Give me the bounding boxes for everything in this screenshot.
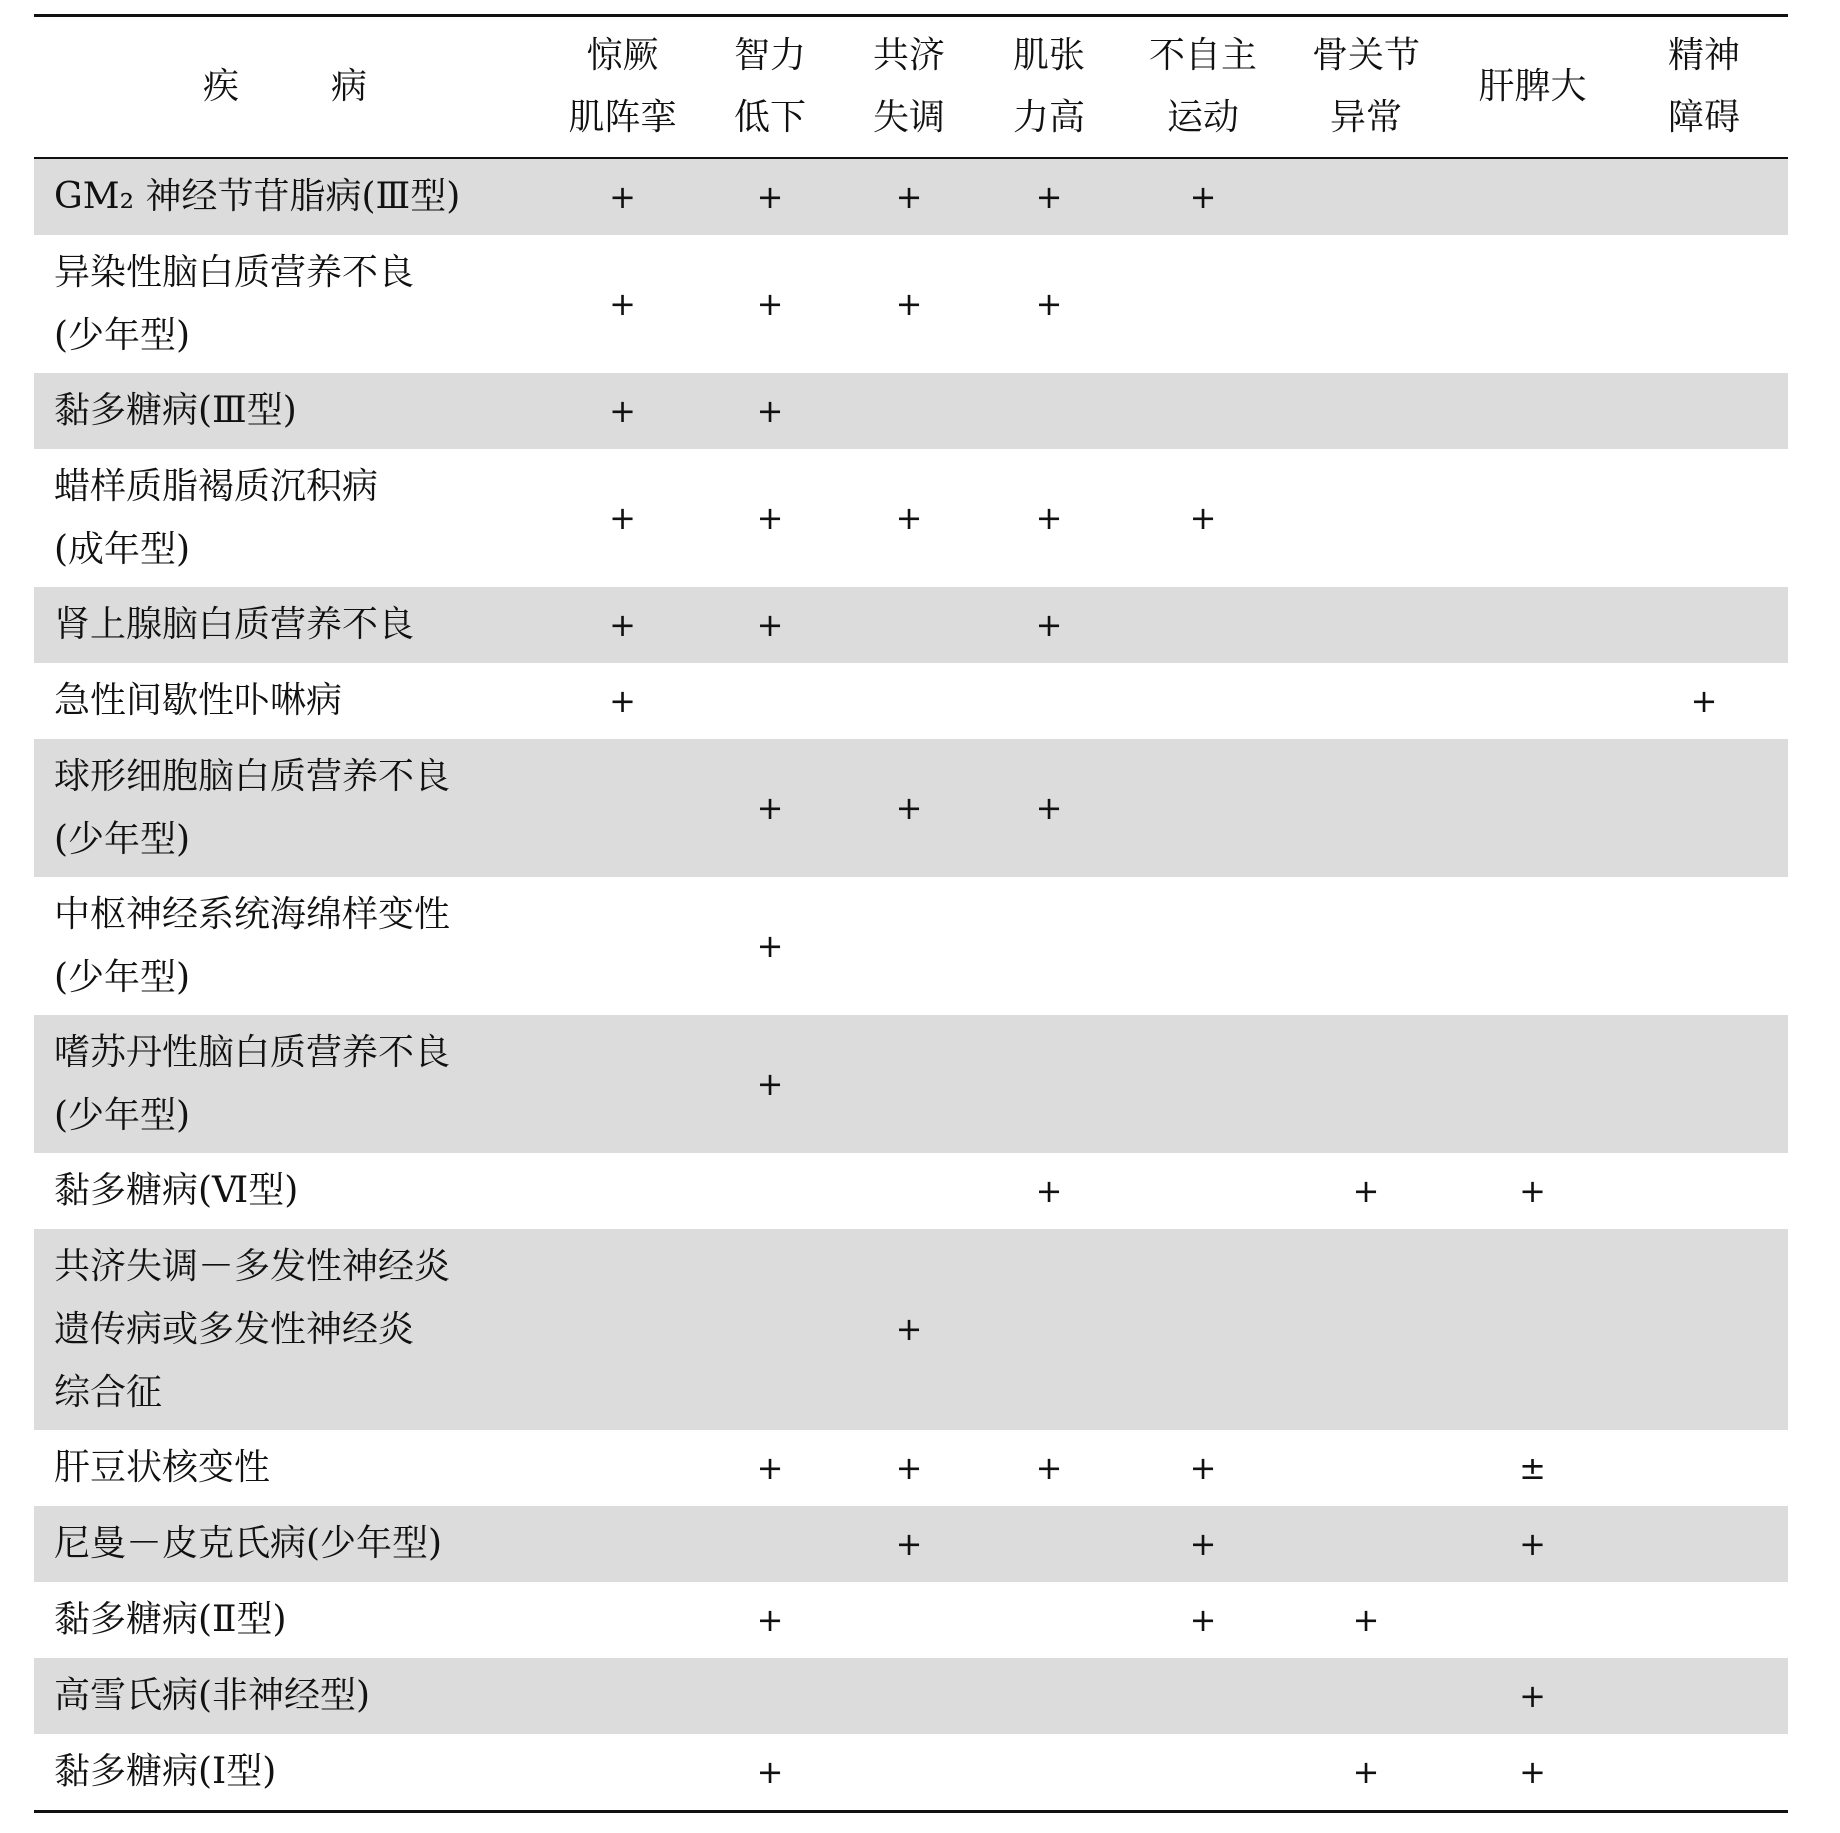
- symptom-cell-ataxia: [839, 1015, 979, 1153]
- symptom-cell-intellectual-disability: [701, 1153, 839, 1229]
- symptom-cell-involuntary-movement: [1119, 449, 1287, 587]
- symptom-mark: +: [1189, 498, 1217, 537]
- symptom-cell-hepatosplenomegaly: [1445, 1506, 1620, 1582]
- symptom-cell-involuntary-movement: [1119, 587, 1287, 663]
- symptom-cell-psychiatric-disorder: [1620, 235, 1788, 373]
- disease-name-line: 嗜苏丹性脑白质营养不良: [54, 1031, 451, 1073]
- disease-name-line: 异染性脑白质营养不良: [54, 251, 415, 293]
- symptom-cell-intellectual-disability: [701, 1229, 839, 1430]
- symptom-mark: +: [609, 177, 636, 216]
- symptom-cell-hypertonia: [979, 1734, 1119, 1812]
- symptom-cell-bone-joint-abnormality: [1287, 1229, 1445, 1430]
- symptom-cell-hypertonia: [979, 373, 1119, 449]
- disease-name-cell: [34, 877, 544, 1015]
- table-row: [34, 158, 1788, 235]
- symptom-cell-involuntary-movement: [1119, 158, 1287, 235]
- symptom-cell-involuntary-movement: [1119, 235, 1287, 373]
- symptom-mark: +: [609, 605, 636, 644]
- symptom-cell-intellectual-disability: [701, 449, 839, 587]
- disease-name-cell: [34, 1582, 544, 1658]
- column-header-line: 异常: [1329, 96, 1402, 138]
- disease-name-line: (少年型): [54, 818, 191, 860]
- table-row: [34, 235, 1788, 373]
- disease-name-line: (少年型): [54, 314, 191, 356]
- symptom-cell-intellectual-disability: [701, 1506, 839, 1582]
- symptom-cell-psychiatric-disorder: [1620, 877, 1788, 1015]
- symptom-cell-involuntary-movement: [1119, 1734, 1287, 1812]
- column-header-line: 力高: [1012, 96, 1085, 138]
- symptom-cell-psychiatric-disorder: [1620, 663, 1788, 739]
- symptom-cell-involuntary-movement: [1119, 877, 1287, 1015]
- disease-name-cell: [34, 1658, 544, 1734]
- symptom-mark: +: [1189, 1524, 1217, 1563]
- table-row: [34, 373, 1788, 449]
- symptom-cell-hypertonia: [979, 449, 1119, 587]
- symptom-mark: +: [756, 1600, 784, 1639]
- symptom-cell-psychiatric-disorder: [1620, 1506, 1788, 1582]
- symptom-cell-hepatosplenomegaly: [1445, 587, 1620, 663]
- symptom-mark: +: [895, 1310, 923, 1348]
- symptom-cell-bone-joint-abnormality: [1287, 1658, 1445, 1734]
- disease-name-cell: [34, 1430, 544, 1506]
- symptom-cell-hepatosplenomegaly: [1445, 1229, 1620, 1430]
- symptom-cell-intellectual-disability: [701, 158, 839, 235]
- symptom-cell-ataxia: [839, 663, 979, 739]
- symptom-mark: +: [1189, 177, 1217, 216]
- disease-name-line: 黏多糖病(Ⅰ型): [54, 1751, 277, 1792]
- symptom-mark: +: [756, 1064, 784, 1103]
- column-header-ataxia: [839, 16, 979, 158]
- symptom-mark: +: [1352, 1752, 1380, 1791]
- symptom-cell-intellectual-disability: [701, 739, 839, 877]
- symptom-cell-ataxia: [839, 373, 979, 449]
- symptom-mark: +: [756, 926, 784, 965]
- symptom-mark: +: [756, 788, 784, 827]
- disease-name-line: 肝豆状核变性: [54, 1447, 271, 1488]
- disease-name-line: 黏多糖病(Ⅲ型): [54, 390, 297, 431]
- symptom-cell-bone-joint-abnormality: [1287, 1015, 1445, 1153]
- symptom-cell-involuntary-movement: [1119, 373, 1287, 449]
- symptom-cell-ataxia: [839, 1153, 979, 1229]
- symptom-cell-intellectual-disability: [701, 587, 839, 663]
- symptom-cell-hypertonia: [979, 1506, 1119, 1582]
- disease-name-line: 黏多糖病(Ⅱ型): [54, 1599, 287, 1640]
- disease-symptom-table: [34, 14, 1788, 1813]
- symptom-mark: +: [756, 1448, 784, 1487]
- symptom-cell-hypertonia: [979, 1229, 1119, 1430]
- symptom-cell-hypertonia: [979, 1582, 1119, 1658]
- column-header-line: 精神: [1667, 34, 1740, 76]
- column-header-intellectual-disability: [701, 16, 839, 158]
- symptom-cell-involuntary-movement: [1119, 1658, 1287, 1734]
- symptom-cell-psychiatric-disorder: [1620, 1734, 1788, 1812]
- symptom-cell-hypertonia: [979, 1015, 1119, 1153]
- disease-name-line: 蜡样质脂褐质沉积病: [54, 465, 379, 507]
- disease-name-cell: [34, 663, 544, 739]
- symptom-cell-involuntary-movement: [1119, 1229, 1287, 1430]
- symptom-cell-hepatosplenomegaly: [1445, 235, 1620, 373]
- symptom-cell-ataxia: [839, 1430, 979, 1506]
- symptom-cell-bone-joint-abnormality: [1287, 1582, 1445, 1658]
- symptom-cell-intellectual-disability: [701, 1430, 839, 1506]
- symptom-cell-seizure-myoclonus: [544, 877, 701, 1015]
- symptom-cell-involuntary-movement: [1119, 1430, 1287, 1506]
- symptom-cell-involuntary-movement: [1119, 1506, 1287, 1582]
- table-row: [34, 663, 1788, 739]
- column-header-line: 失调: [872, 96, 945, 138]
- column-header-line: 惊厥: [586, 34, 659, 76]
- symptom-cell-bone-joint-abnormality: [1287, 235, 1445, 373]
- table-row: [34, 877, 1788, 1015]
- symptom-cell-psychiatric-disorder: [1620, 158, 1788, 235]
- symptom-cell-seizure-myoclonus: [544, 587, 701, 663]
- disease-name-line: 遗传病或多发性神经炎: [54, 1308, 415, 1350]
- symptom-cell-seizure-myoclonus: [544, 1506, 701, 1582]
- symptom-cell-hepatosplenomegaly: [1445, 449, 1620, 587]
- column-header-line: 低下: [733, 96, 806, 138]
- disease-name-line: (成年型): [54, 528, 191, 570]
- symptom-mark: +: [895, 284, 923, 323]
- column-header-line: 共济: [872, 34, 945, 76]
- symptom-cell-hepatosplenomegaly: [1445, 877, 1620, 1015]
- symptom-cell-psychiatric-disorder: [1620, 1015, 1788, 1153]
- symptom-mark: +: [756, 605, 784, 644]
- column-header-line: 骨关节: [1311, 34, 1420, 76]
- symptom-mark: +: [1035, 1448, 1063, 1487]
- disease-name-line: (少年型): [54, 1094, 191, 1136]
- symptom-cell-hypertonia: [979, 663, 1119, 739]
- column-header-line: 障碍: [1667, 96, 1740, 138]
- table-row: [34, 449, 1788, 587]
- symptom-cell-intellectual-disability: [701, 1658, 839, 1734]
- symptom-cell-hepatosplenomegaly: [1445, 1430, 1620, 1506]
- symptom-cell-involuntary-movement: [1119, 1582, 1287, 1658]
- symptom-cell-hypertonia: [979, 587, 1119, 663]
- symptom-mark: +: [1352, 1171, 1380, 1210]
- disease-name-cell: [34, 739, 544, 877]
- symptom-cell-bone-joint-abnormality: [1287, 1506, 1445, 1582]
- table-row: [34, 739, 1788, 877]
- symptom-mark: +: [895, 788, 923, 827]
- symptom-cell-ataxia: [839, 1506, 979, 1582]
- symptom-mark: +: [1690, 681, 1718, 720]
- symptom-cell-seizure-myoclonus: [544, 158, 701, 235]
- symptom-cell-psychiatric-disorder: [1620, 373, 1788, 449]
- symptom-cell-seizure-myoclonus: [544, 663, 701, 739]
- symptom-mark: +: [609, 681, 636, 720]
- symptom-cell-ataxia: [839, 1229, 979, 1430]
- table-row: [34, 1658, 1788, 1734]
- symptom-mark: +: [756, 177, 784, 216]
- disease-symptom-table-container: [34, 14, 1788, 1813]
- symptom-cell-hepatosplenomegaly: [1445, 739, 1620, 877]
- symptom-cell-hypertonia: [979, 1430, 1119, 1506]
- disease-name-cell: [34, 1506, 544, 1582]
- disease-name-line: 综合征: [54, 1371, 163, 1413]
- table-row: [34, 1582, 1788, 1658]
- symptom-mark: +: [756, 391, 784, 430]
- symptom-cell-bone-joint-abnormality: [1287, 739, 1445, 877]
- symptom-mark: +: [1519, 1752, 1546, 1791]
- disease-name-line: 中枢神经系统海绵样变性: [54, 893, 451, 935]
- symptom-cell-bone-joint-abnormality: [1287, 1734, 1445, 1812]
- symptom-cell-bone-joint-abnormality: [1287, 373, 1445, 449]
- disease-name-cell: [34, 373, 544, 449]
- disease-name-line: 尼曼－皮克氏病(少年型): [54, 1523, 443, 1564]
- disease-name-cell: [34, 1734, 544, 1812]
- symptom-cell-bone-joint-abnormality: [1287, 1430, 1445, 1506]
- table-row: [34, 1015, 1788, 1153]
- symptom-cell-ataxia: [839, 449, 979, 587]
- disease-name-cell: [34, 235, 544, 373]
- symptom-cell-intellectual-disability: [701, 1015, 839, 1153]
- symptom-cell-hepatosplenomegaly: [1445, 1153, 1620, 1229]
- symptom-cell-seizure-myoclonus: [544, 1153, 701, 1229]
- column-header-seizure-myoclonus: [544, 16, 701, 158]
- symptom-cell-bone-joint-abnormality: [1287, 158, 1445, 235]
- symptom-cell-seizure-myoclonus: [544, 1658, 701, 1734]
- column-header-hypertonia: [979, 16, 1119, 158]
- disease-name-cell: [34, 1015, 544, 1153]
- symptom-cell-psychiatric-disorder: [1620, 1430, 1788, 1506]
- symptom-cell-seizure-myoclonus: [544, 739, 701, 877]
- symptom-mark: +: [895, 1524, 923, 1563]
- symptom-mark: +: [1519, 1676, 1546, 1715]
- column-header-line: 不自主: [1148, 34, 1257, 76]
- symptom-cell-psychiatric-disorder: [1620, 1153, 1788, 1229]
- symptom-mark: +: [609, 284, 636, 323]
- symptom-mark: +: [1035, 498, 1063, 537]
- symptom-cell-seizure-myoclonus: [544, 1229, 701, 1430]
- table-row: [34, 1734, 1788, 1812]
- column-header-psychiatric-disorder: [1620, 16, 1788, 158]
- symptom-cell-intellectual-disability: [701, 235, 839, 373]
- symptom-mark: +: [756, 1752, 784, 1791]
- symptom-cell-involuntary-movement: [1119, 1015, 1287, 1153]
- disease-name-cell: [34, 449, 544, 587]
- disease-name-cell: [34, 1229, 544, 1430]
- symptom-cell-ataxia: [839, 1734, 979, 1812]
- symptom-cell-hepatosplenomegaly: [1445, 1734, 1620, 1812]
- column-header-line: 肌张: [1012, 34, 1085, 76]
- symptom-cell-seizure-myoclonus: [544, 1015, 701, 1153]
- symptom-cell-bone-joint-abnormality: [1287, 877, 1445, 1015]
- symptom-mark: +: [1519, 1524, 1546, 1563]
- disease-name-cell: [34, 158, 544, 235]
- column-header-disease: [34, 16, 544, 158]
- symptom-mark: ±: [1519, 1448, 1546, 1487]
- symptom-cell-hypertonia: [979, 158, 1119, 235]
- column-header-line: 肌阵挛: [568, 96, 677, 138]
- symptom-cell-seizure-myoclonus: [544, 373, 701, 449]
- table-row: [34, 587, 1788, 663]
- symptom-mark: +: [756, 284, 784, 323]
- column-header-line: 疾 病: [202, 65, 395, 107]
- disease-name-line: 高雪氏病(非神经型): [54, 1675, 371, 1716]
- symptom-mark: +: [756, 498, 784, 537]
- column-header-involuntary-movement: [1119, 16, 1287, 158]
- symptom-cell-involuntary-movement: [1119, 739, 1287, 877]
- table-row: [34, 1153, 1788, 1229]
- symptom-cell-ataxia: [839, 1658, 979, 1734]
- symptom-cell-ataxia: [839, 1582, 979, 1658]
- column-header-line: 运动: [1166, 96, 1239, 138]
- header-row: [34, 16, 1788, 158]
- symptom-mark: +: [1189, 1600, 1217, 1639]
- symptom-cell-seizure-myoclonus: [544, 449, 701, 587]
- symptom-cell-involuntary-movement: [1119, 663, 1287, 739]
- symptom-mark: +: [609, 391, 636, 430]
- symptom-cell-psychiatric-disorder: [1620, 449, 1788, 587]
- symptom-cell-seizure-myoclonus: [544, 1582, 701, 1658]
- symptom-cell-bone-joint-abnormality: [1287, 587, 1445, 663]
- symptom-cell-ataxia: [839, 587, 979, 663]
- symptom-cell-psychiatric-disorder: [1620, 587, 1788, 663]
- disease-name-line: GM₂ 神经节苷脂病(Ⅲ型): [54, 176, 461, 217]
- symptom-mark: +: [1035, 788, 1063, 827]
- symptom-cell-psychiatric-disorder: [1620, 1658, 1788, 1734]
- symptom-cell-seizure-myoclonus: [544, 1430, 701, 1506]
- disease-name-line: 球形细胞脑白质营养不良: [54, 755, 451, 797]
- symptom-cell-hepatosplenomegaly: [1445, 1582, 1620, 1658]
- symptom-cell-psychiatric-disorder: [1620, 1582, 1788, 1658]
- table-row: [34, 1229, 1788, 1430]
- symptom-cell-seizure-myoclonus: [544, 1734, 701, 1812]
- symptom-mark: +: [895, 1448, 923, 1487]
- symptom-cell-intellectual-disability: [701, 1734, 839, 1812]
- symptom-cell-ataxia: [839, 739, 979, 877]
- table-row: [34, 1430, 1788, 1506]
- symptom-cell-hypertonia: [979, 235, 1119, 373]
- symptom-mark: +: [895, 177, 923, 216]
- symptom-mark: +: [1519, 1171, 1546, 1210]
- symptom-cell-bone-joint-abnormality: [1287, 1153, 1445, 1229]
- symptom-cell-psychiatric-disorder: [1620, 1229, 1788, 1430]
- symptom-cell-intellectual-disability: [701, 1582, 839, 1658]
- symptom-mark: +: [1035, 177, 1063, 216]
- symptom-cell-hepatosplenomegaly: [1445, 158, 1620, 235]
- symptom-cell-intellectual-disability: [701, 373, 839, 449]
- symptom-cell-involuntary-movement: [1119, 1153, 1287, 1229]
- table-body: [34, 158, 1788, 1812]
- symptom-cell-psychiatric-disorder: [1620, 739, 1788, 877]
- symptom-cell-ataxia: [839, 877, 979, 1015]
- column-header-line: 智力: [733, 34, 806, 76]
- symptom-cell-hypertonia: [979, 1658, 1119, 1734]
- symptom-cell-hypertonia: [979, 877, 1119, 1015]
- symptom-mark: +: [1352, 1600, 1380, 1639]
- symptom-cell-intellectual-disability: [701, 663, 839, 739]
- column-header-line: 肝脾大: [1478, 65, 1587, 107]
- table-header: [34, 16, 1788, 158]
- symptom-cell-ataxia: [839, 235, 979, 373]
- symptom-cell-hepatosplenomegaly: [1445, 1658, 1620, 1734]
- disease-name-line: 急性间歇性卟啉病: [54, 680, 343, 721]
- symptom-cell-ataxia: [839, 158, 979, 235]
- disease-name-line: 共济失调－多发性神经炎: [54, 1245, 451, 1287]
- symptom-mark: +: [609, 498, 636, 537]
- disease-name-line: 黏多糖病(Ⅵ型): [54, 1170, 299, 1211]
- symptom-mark: +: [1035, 1171, 1063, 1210]
- symptom-mark: +: [1035, 605, 1063, 644]
- symptom-cell-hypertonia: [979, 739, 1119, 877]
- disease-name-cell: [34, 587, 544, 663]
- symptom-cell-hepatosplenomegaly: [1445, 373, 1620, 449]
- symptom-cell-hepatosplenomegaly: [1445, 663, 1620, 739]
- table-row: [34, 1506, 1788, 1582]
- disease-name-line: 肾上腺脑白质营养不良: [54, 604, 415, 645]
- column-header-hepatosplenomegaly: [1445, 16, 1620, 158]
- symptom-mark: +: [1189, 1448, 1217, 1487]
- symptom-mark: +: [1035, 284, 1063, 323]
- symptom-cell-hepatosplenomegaly: [1445, 1015, 1620, 1153]
- disease-name-cell: [34, 1153, 544, 1229]
- symptom-cell-intellectual-disability: [701, 877, 839, 1015]
- symptom-cell-bone-joint-abnormality: [1287, 663, 1445, 739]
- symptom-cell-hypertonia: [979, 1153, 1119, 1229]
- symptom-cell-seizure-myoclonus: [544, 235, 701, 373]
- disease-name-line: (少年型): [54, 956, 191, 998]
- symptom-cell-bone-joint-abnormality: [1287, 449, 1445, 587]
- column-header-bone-joint-abnormality: [1287, 16, 1445, 158]
- symptom-mark: +: [895, 498, 923, 537]
